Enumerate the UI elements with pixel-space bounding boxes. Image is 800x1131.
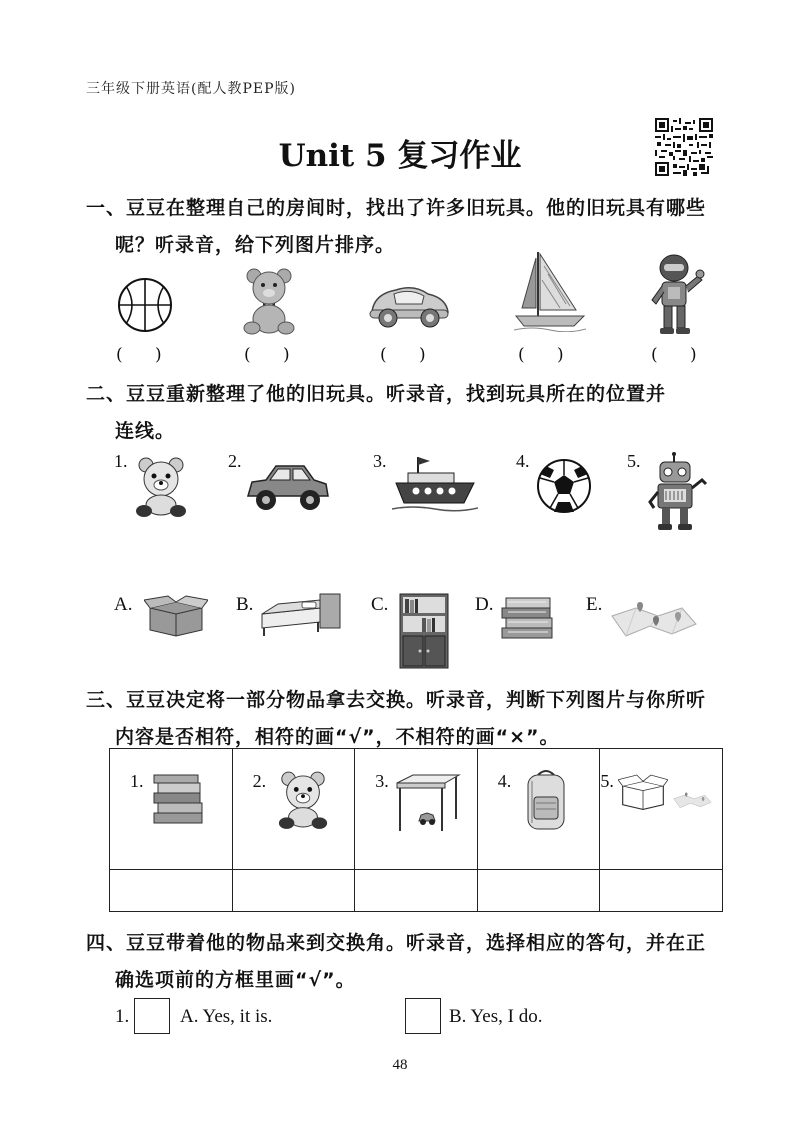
picture-cell xyxy=(110,749,233,870)
backpack-icon xyxy=(522,767,570,833)
toy-number-1: 1. xyxy=(114,451,128,471)
robot-icon xyxy=(646,252,706,336)
teddy-bear-icon xyxy=(277,769,329,831)
picture-cell xyxy=(355,749,478,870)
toy-number-2: 2. xyxy=(228,451,242,471)
answer-cell-2[interactable] xyxy=(232,870,355,912)
box-icon xyxy=(618,773,668,813)
toy-number-5: 5. xyxy=(627,451,641,471)
robot-icon xyxy=(646,452,710,532)
answer-cell-3[interactable] xyxy=(355,870,478,912)
books-icon xyxy=(500,594,556,640)
car-icon xyxy=(244,460,330,514)
box-icon xyxy=(144,594,208,638)
place-letter-c: C. xyxy=(371,594,389,615)
answer-cell-1[interactable] xyxy=(110,870,233,912)
picture-cell xyxy=(600,749,723,870)
option-b-label: B. Yes, I do. xyxy=(449,1006,543,1027)
answer-cell-4[interactable] xyxy=(477,870,600,912)
section4-instruction-line2: 确选项前的方框里画“√”。 xyxy=(115,969,356,991)
qr-code-icon xyxy=(655,118,713,176)
bed-icon xyxy=(258,590,344,638)
answer-blank-1[interactable]: ( ) xyxy=(116,345,162,365)
section4-instruction-line1: 四、豆豆带着他的物品来到交换角。听录音，选择相应的答句，并在正 xyxy=(86,932,707,954)
item-number-1: 1. xyxy=(130,771,144,791)
page-title: Unit 5 复习作业 xyxy=(278,138,522,174)
picture-cell xyxy=(232,749,355,870)
ball-icon xyxy=(116,276,174,334)
section3-instruction-line2: 内容是否相符，相符的画“√”，不相符的画“×”。 xyxy=(115,726,560,748)
section2-instruction-line1: 二、豆豆重新整理了他的旧玩具。听录音，找到玩具所在的位置并 xyxy=(86,383,667,405)
map-icon xyxy=(608,598,698,644)
picture-cell xyxy=(477,749,600,870)
teddy-bear-icon xyxy=(134,455,188,519)
checkbox-option-a[interactable] xyxy=(134,998,170,1034)
place-letter-a: A. xyxy=(114,594,133,615)
page-number: 48 xyxy=(392,1057,408,1073)
book-label: 三年级下册英语(配人教PEP版) xyxy=(86,81,296,97)
answer-blank-5[interactable]: ( ) xyxy=(651,345,697,365)
books-icon xyxy=(152,773,206,825)
judgement-table xyxy=(109,748,723,912)
section1-instruction-line1: 一、豆豆在整理自己的房间时，找出了许多旧玩具。他的旧玩具有哪些 xyxy=(86,197,707,219)
answer-blank-4[interactable]: ( ) xyxy=(518,345,564,365)
answer-cell-5[interactable] xyxy=(600,870,723,912)
option-a-label: A. Yes, it is. xyxy=(180,1006,273,1027)
answer-blank-3[interactable]: ( ) xyxy=(380,345,426,365)
toy-number-4: 4. xyxy=(516,451,530,471)
place-letter-b: B. xyxy=(236,594,254,615)
bookcase-icon xyxy=(398,592,450,670)
place-letter-e: E. xyxy=(586,594,603,615)
sailboat-icon xyxy=(514,250,586,332)
soccer-ball-icon xyxy=(536,458,592,514)
section3-instruction-line1: 三、豆豆决定将一部分物品拿去交换。听录音，判断下列图片与你所听 xyxy=(86,689,707,711)
section2-instruction-line2: 连线。 xyxy=(115,420,176,442)
answer-blank-2[interactable]: ( ) xyxy=(244,345,290,365)
item-number-3: 3. xyxy=(375,771,389,791)
item-number-5: 5. xyxy=(600,771,614,791)
map-icon xyxy=(672,789,712,813)
toy-number-3: 3. xyxy=(373,451,387,471)
place-letter-d: D. xyxy=(475,594,494,615)
toy-car-icon xyxy=(366,280,452,330)
teddy-bear-icon xyxy=(238,266,300,336)
section1-instruction-line2: 呢？听录音，给下列图片排序。 xyxy=(115,234,396,256)
item-number-4: 4. xyxy=(497,771,512,791)
desk-with-car-icon xyxy=(393,773,463,835)
item-number-2: 2. xyxy=(252,771,267,791)
question-number-1: 1. xyxy=(115,1006,130,1027)
boat-icon xyxy=(392,455,478,515)
checkbox-option-b[interactable] xyxy=(405,998,441,1034)
